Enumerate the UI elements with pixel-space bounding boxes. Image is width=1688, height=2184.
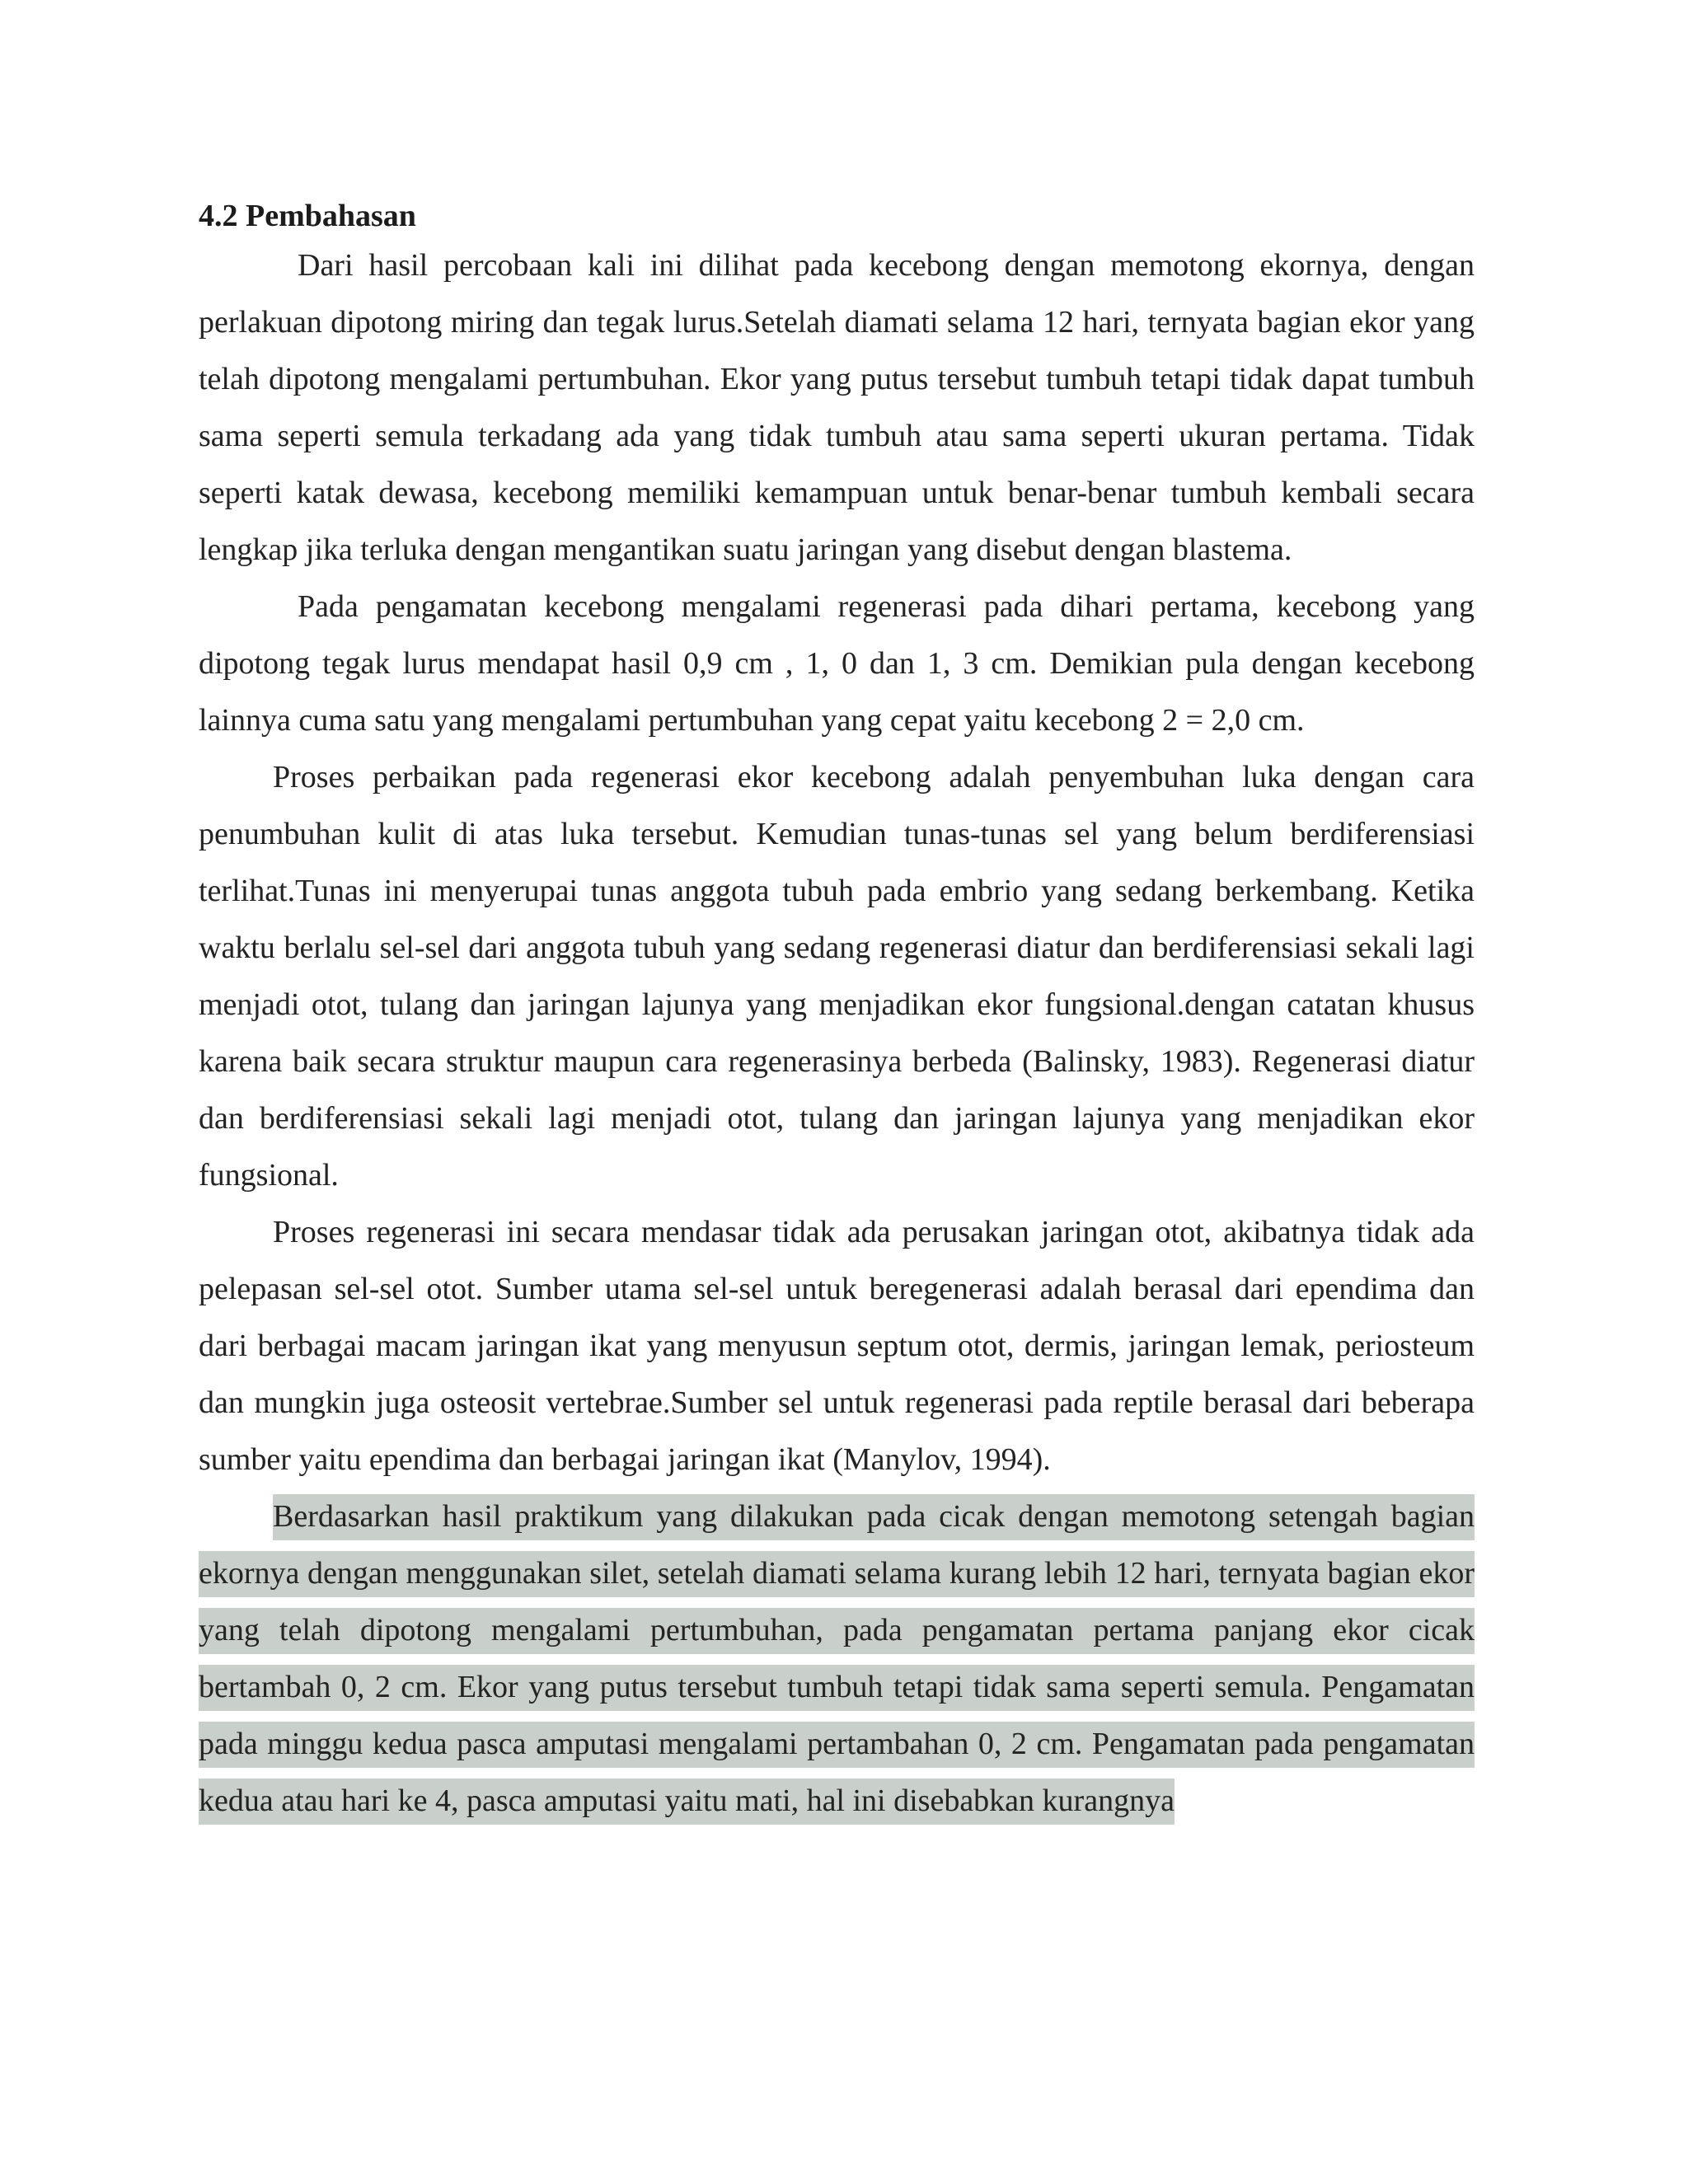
section-heading: 4.2 Pembahasan [199,199,416,233]
page-content [199,194,1475,1830]
paragraph-regeneration-source: Proses regenerasi ini secara mendasar tidak ada perusakan jaringan otot, akibatnya tidak ada pelepasan sel-sel otot. Sumber utama sel-sel untuk beregenerasi adalah berasal dari ependima dan dari berbagai macam jaringan ikat yang menyusun septum otot, dermis, jaringan lemak, periosteum dan mungkin juga osteosit vertebrae.Sumber sel untuk regenerasi pada reptile berasal dari beberapa sumber yaitu ependima dan berbagai jaringan ikat (Manylov, 1994). [199,1215,1475,1477]
paragraph-kecebong-observation: Pada pengamatan kecebong mengalami regenerasi pada dihari pertama, kecebong yang dipotong tegak lurus mendapat hasil 0,9 cm , 1, 0 dan 1, 3 cm. Demikian pula dengan kecebong lainnya cuma satu yang mengalami pertumbuhan yang cepat yaitu kecebong 2 = 2,0 cm. [199,589,1475,738]
highlighted-text: Berdasarkan hasil praktikum yang dilakukan pada cicak dengan memotong setengah bagian ekornya dengan menggunakan silet, setelah diamati selama kurang lebih 12 hari, ternyata bagian ekor yang telah dipotong mengalami pertumbuhan, pada pengamatan pertama panjang ekor cicak bertambah 0, 2 cm. Ekor yang putus tersebut tumbuh tetapi tidak sama seperti semula. Pengamatan pada minggu kedua pasca amputasi mengalami pertambahan 0, 2 cm. Pengamatan pada pengamatan kedua atau hari ke 4, pasca amputasi yaitu mati, hal ini disebabkan kurangnya [199,1494,1475,1825]
paragraph-regeneration-process: Proses perbaikan pada regenerasi ekor kecebong adalah penyembuhan luka dengan cara penumbuhan kulit di atas luka tersebut. Kemudian tunas-tunas sel yang belum berdiferensiasi terlihat.Tunas ini menyerupai tunas anggota tubuh pada embrio yang sedang berkembang. Ketika waktu berlalu sel-sel dari anggota tubuh yang sedang regenerasi diatur dan berdiferensiasi sekali lagi menjadi otot, tulang dan jaringan lajunya yang menjadikan ekor fungsional.dengan catatan khusus karena baik secara struktur maupun cara regenerasinya berbeda (Balinsky, 1983). Regenerasi diatur dan berdiferensiasi sekali lagi menjadi otot, tulang dan jaringan lajunya yang menjadikan ekor fungsional. [199,760,1475,1193]
paragraph-cicak-highlighted [199,1488,1475,1830]
paragraph-kecebong-intro: Dari hasil percobaan kali ini dilihat pada kecebong dengan memotong ekornya, dengan perlakuan dipotong miring dan tegak lurus.Setelah diamati selama 12 hari, ternyata bagian ekor yang telah dipotong mengalami pertumbuhan. Ekor yang putus tersebut tumbuh tetapi tidak dapat tumbuh sama seperti semula terkadang ada yang tidak tumbuh atau sama seperti ukuran pertama. Tidak seperti katak dewasa, kecebong memiliki kemampuan untuk benar-benar tumbuh kembali secara lengkap jika terluka dengan mengantikan suatu jaringan yang disebut dengan blastema. [199,248,1475,567]
